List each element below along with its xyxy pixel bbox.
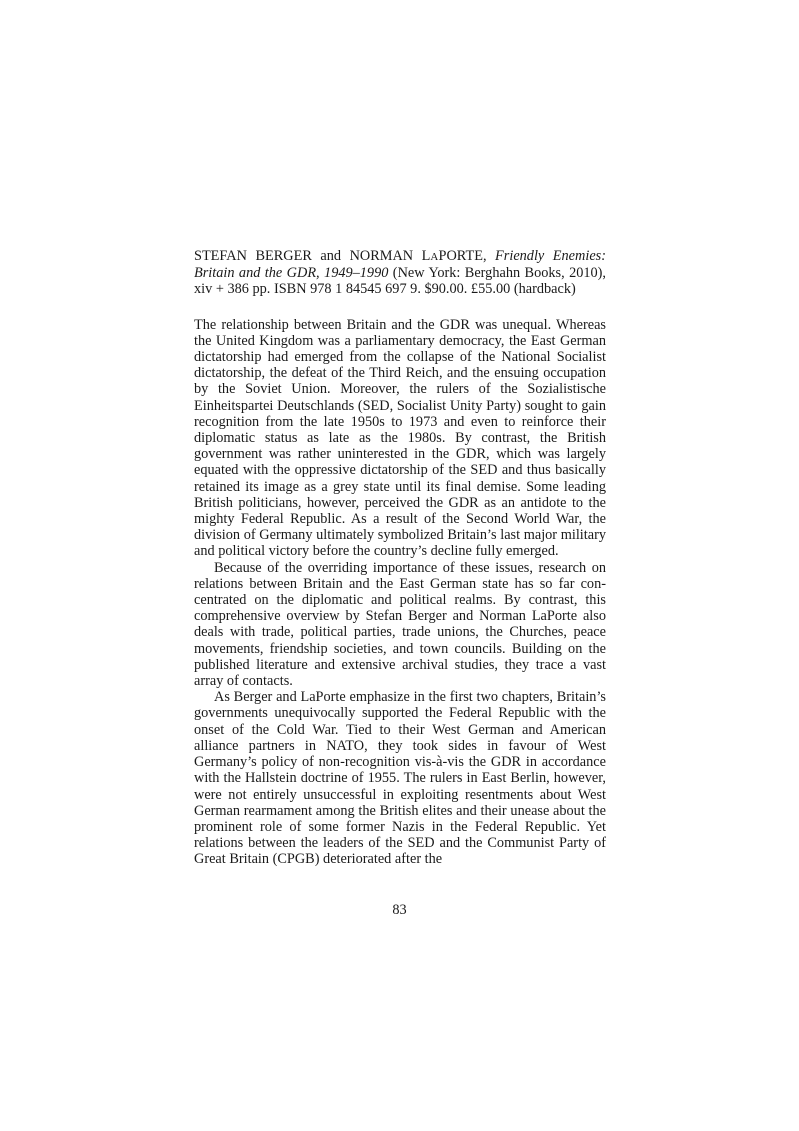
book-title: Friendly Enemies: Britain and the GDR, 1949–1990 [194, 248, 606, 282]
paragraph-3: As Berger and LaPorte emphasize in the first two chapters, Britain’s governments unequivocally supported the Federal Republic with the onset of the Cold War. Tied to their West German and American alliance partners in NATO, they took sides in favour of West Germany’s policy of non-recognition vis-à-vis the GDR in accordance with the Hallstein doctrine of 1955. The rulers in East Berlin, however, were not entirely unsuccessful in exploiting resentments about West German rearmament among the British elites and their unease about the prominent role of some former Nazis in the Federal Republic. Yet relations between the leaders of the SED and the Communist Party of Great Britain (CPGB) deteriorated after the [194, 689, 606, 868]
page-number: 83 [392, 902, 407, 918]
review-authors-smallcap: A [430, 251, 439, 263]
paragraph-1: The relationship between Britain and the GDR was unequal. Whereas the United Kingdom was a parliamentary democracy, the East German dictatorship had emerged from the collapse of the National Socialist dictatorship, the defeat of the Third Reich, and the ensuing occupation by the Soviet Union. Moreover, the rulers of the Sozialistische Einheitspartei Deutschlands (SED, Socialist Unity Party) sought to gain recognition from the late 1950s to 1973 and even to reinforce their diplomatic status as late as the 1980s. By contrast, the British government was rather uninterested in the GDR, which was largely equated with the oppressive dictatorship of the SED and thus basically retained its image as a grey state until its final demise. Some leading British politicians, however, perceived the GDR as an antidote to the mighty Federal Republic. As a result of the Second World War, the division of Germany ultimately symbolized Britain’s last major military and political victory before the country’s decline fully emerged. [194, 316, 606, 560]
paragraph-2: Because of the overriding importance of these issues, research on relations between Britain and the East German state has so far concentrated on the diplomatic and political realms. By contrast, this comprehensive overview by Stefan Berger and Norman LaPorte also deals with trade, political parties, trade unions, the Churches, peace movements, friendship societies, and town councils. Building on the published literature and extensive archival studies, they trace a vast array of contacts. [194, 559, 606, 690]
book-citation [194, 248, 606, 298]
review-authors: STEFAN BERGER and NORMAN L [194, 248, 431, 264]
publication-info: (New York: Berghahn Books, 2010), xiv + 386 pp. ISBN 978 1 84545 697 9. $90.00. £55.00 (hardback) [194, 265, 606, 298]
review-content [194, 248, 606, 868]
review-authors-cont: PORTE, [438, 248, 496, 264]
